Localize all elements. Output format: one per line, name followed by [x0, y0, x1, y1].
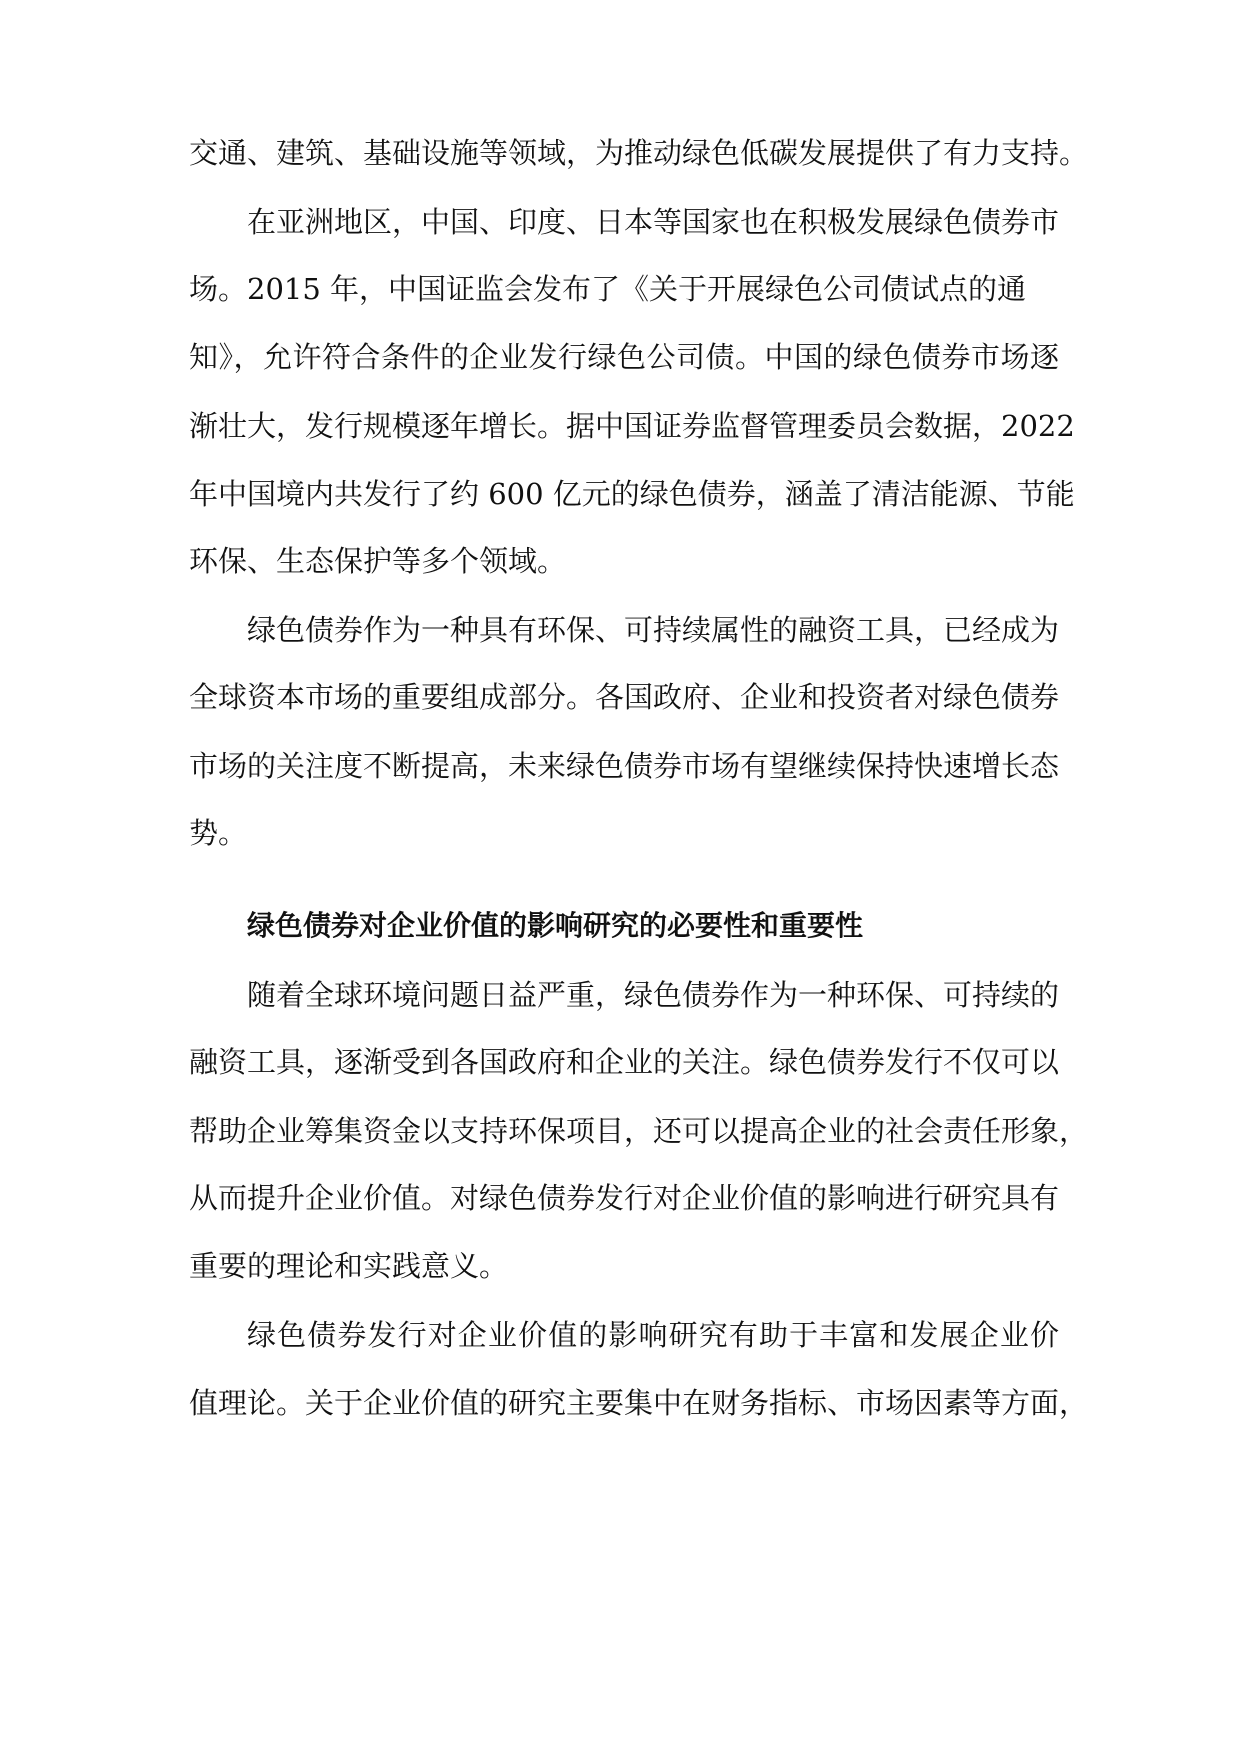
document-page [189, 0, 1089, 1754]
paragraph-line: 全球资本市场的重要组成部分。各国政府、企业和投资者对绿色债券 [189, 680, 1060, 714]
paragraph-line: 市场的关注度不断提高，未来绿色债券市场有望继续保持快速增长态 [189, 749, 1060, 783]
paragraph-line: 融资工具，逐渐受到各国政府和企业的关注。绿色债券发行不仅可以 [189, 1045, 1060, 1079]
paragraph-line: 渐壮大，发行规模逐年增长。据中国证券监督管理委员会数据，2022 [189, 409, 1075, 443]
paragraph-line: 势。 [189, 816, 248, 850]
section-heading: 绿色债券对企业价值的影响研究的必要性和重要性 [247, 909, 864, 942]
paragraph-line: 绿色债券发行对企业价值的影响研究有助于丰富和发展企业价 [247, 1318, 1059, 1352]
paragraph-line: 随着全球环境问题日益严重，绿色债券作为一种环保、可持续的 [247, 978, 1060, 1012]
paragraph-line: 重要的理论和实践意义。 [189, 1249, 509, 1283]
paragraph-line: 值理论。关于企业价值的研究主要集中在财务指标、市场因素等方面， [189, 1386, 1089, 1420]
paragraph-line: 知》，允许符合条件的企业发行绿色公司债。中国的绿色债券市场逐 [189, 340, 1059, 374]
paragraph-line: 在亚洲地区，中国、印度、日本等国家也在积极发展绿色债券市 [247, 205, 1060, 239]
paragraph-line: 环保、生态保护等多个领域。 [189, 544, 567, 578]
paragraph-line: 帮助企业筹集资金以支持环保项目，还可以提高企业的社会责任形象， [189, 1114, 1089, 1148]
paragraph-line: 场。2015 年，中国证监会发布了《关于开展绿色公司债试点的通 [189, 272, 1027, 306]
paragraph-line: 绿色债券作为一种具有环保、可持续属性的融资工具，已经成为 [247, 613, 1060, 647]
paragraph-line: 从而提升企业价值。对绿色债券发行对企业价值的影响进行研究具有 [189, 1181, 1060, 1215]
paragraph-line: 年中国境内共发行了约 600 亿元的绿色债券，涵盖了清洁能源、节能 [189, 477, 1075, 511]
paragraph-line: 交通、建筑、基础设施等领域，为推动绿色低碳发展提供了有力支持。 [189, 136, 1089, 170]
